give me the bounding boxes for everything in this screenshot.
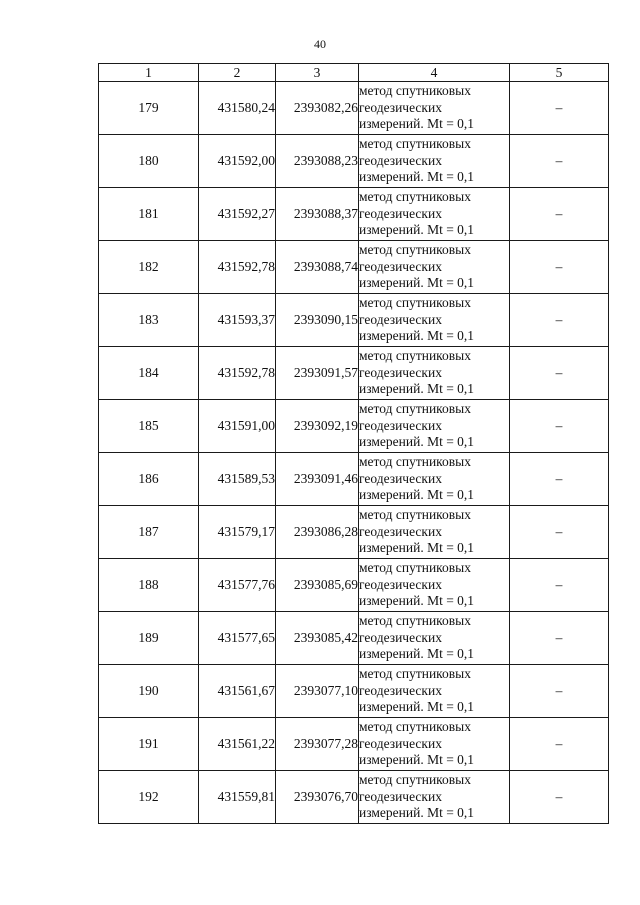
method-line: геодезических	[359, 576, 442, 592]
note-cell: –	[510, 400, 609, 453]
y-coordinate-cell: 2393077,10	[276, 665, 359, 718]
header-row	[99, 64, 609, 82]
note-cell: –	[510, 82, 609, 135]
x-coordinate-cell: 431559,81	[199, 771, 276, 824]
header-col-4: 4	[359, 64, 510, 82]
header-col-3: 3	[276, 64, 359, 82]
table-row	[99, 82, 609, 135]
note-cell: –	[510, 771, 609, 824]
y-coordinate-cell: 2393085,69	[276, 559, 359, 612]
x-coordinate-cell: 431577,76	[199, 559, 276, 612]
point-number-cell: 190	[99, 665, 199, 718]
page-number: 40	[314, 37, 326, 51]
point-number-cell: 187	[99, 506, 199, 559]
method-line: измерений. Mt = 0,1	[359, 805, 475, 821]
header-col-1: 1	[99, 64, 199, 82]
table-row	[99, 771, 609, 824]
note-cell: –	[510, 188, 609, 241]
note-cell: –	[510, 506, 609, 559]
point-number-cell: 185	[99, 400, 199, 453]
table-row	[99, 665, 609, 718]
y-coordinate-cell: 2393090,15	[276, 294, 359, 347]
y-coordinate-cell: 2393077,28	[276, 718, 359, 771]
x-coordinate-cell: 431592,00	[199, 135, 276, 188]
method-cell	[359, 612, 510, 665]
method-cell	[359, 400, 510, 453]
note-cell: –	[510, 347, 609, 400]
method-line: метод спутниковых	[359, 613, 471, 629]
method-line: измерений. Mt = 0,1	[359, 487, 475, 503]
point-number-cell: 183	[99, 294, 199, 347]
method-line: геодезических	[359, 735, 442, 751]
method-line: измерений. Mt = 0,1	[359, 116, 475, 132]
table-row	[99, 294, 609, 347]
point-number-cell: 189	[99, 612, 199, 665]
method-line: измерений. Mt = 0,1	[359, 328, 475, 344]
method-line: измерений. Mt = 0,1	[359, 699, 475, 715]
y-coordinate-cell: 2393092,19	[276, 400, 359, 453]
method-line: метод спутниковых	[359, 242, 471, 258]
point-number-cell: 192	[99, 771, 199, 824]
x-coordinate-cell: 431592,78	[199, 347, 276, 400]
method-cell	[359, 506, 510, 559]
note-cell: –	[510, 718, 609, 771]
table-row	[99, 241, 609, 294]
y-coordinate-cell: 2393076,70	[276, 771, 359, 824]
note-cell: –	[510, 612, 609, 665]
method-line: геодезических	[359, 682, 442, 698]
point-number-cell: 186	[99, 453, 199, 506]
table-row	[99, 718, 609, 771]
coordinates-table	[98, 63, 609, 824]
y-coordinate-cell: 2393088,74	[276, 241, 359, 294]
point-number-cell: 184	[99, 347, 199, 400]
y-coordinate-cell: 2393091,46	[276, 453, 359, 506]
method-line: измерений. Mt = 0,1	[359, 540, 475, 556]
method-line: геодезических	[359, 417, 442, 433]
x-coordinate-cell: 431592,78	[199, 241, 276, 294]
method-line: геодезических	[359, 152, 442, 168]
method-cell	[359, 82, 510, 135]
note-cell: –	[510, 559, 609, 612]
table-row	[99, 612, 609, 665]
y-coordinate-cell: 2393086,28	[276, 506, 359, 559]
method-line: геодезических	[359, 788, 442, 804]
x-coordinate-cell: 431589,53	[199, 453, 276, 506]
method-cell	[359, 241, 510, 294]
y-coordinate-cell: 2393085,42	[276, 612, 359, 665]
method-line: измерений. Mt = 0,1	[359, 646, 475, 662]
note-cell: –	[510, 665, 609, 718]
method-line: измерений. Mt = 0,1	[359, 222, 475, 238]
method-cell	[359, 771, 510, 824]
method-line: метод спутниковых	[359, 719, 471, 735]
x-coordinate-cell: 431580,24	[199, 82, 276, 135]
method-line: метод спутниковых	[359, 507, 471, 523]
header-col-2: 2	[199, 64, 276, 82]
table-header	[99, 64, 609, 82]
table-row	[99, 559, 609, 612]
method-line: метод спутниковых	[359, 189, 471, 205]
x-coordinate-cell: 431592,27	[199, 188, 276, 241]
point-number-cell: 191	[99, 718, 199, 771]
table-row	[99, 506, 609, 559]
method-line: геодезических	[359, 311, 442, 327]
x-coordinate-cell: 431561,22	[199, 718, 276, 771]
method-line: измерений. Mt = 0,1	[359, 169, 475, 185]
header-col-5: 5	[510, 64, 609, 82]
method-line: геодезических	[359, 629, 442, 645]
note-cell: –	[510, 453, 609, 506]
method-cell	[359, 665, 510, 718]
method-cell	[359, 559, 510, 612]
method-line: метод спутниковых	[359, 666, 471, 682]
table-row	[99, 453, 609, 506]
method-line: геодезических	[359, 205, 442, 221]
point-number-cell: 180	[99, 135, 199, 188]
method-line: геодезических	[359, 99, 442, 115]
table-row	[99, 400, 609, 453]
method-line: метод спутниковых	[359, 560, 471, 576]
x-coordinate-cell: 431577,65	[199, 612, 276, 665]
method-line: измерений. Mt = 0,1	[359, 752, 475, 768]
method-line: измерений. Mt = 0,1	[359, 434, 475, 450]
table-row	[99, 135, 609, 188]
method-line: геодезических	[359, 470, 442, 486]
x-coordinate-cell: 431579,17	[199, 506, 276, 559]
method-line: метод спутниковых	[359, 295, 471, 311]
method-line: метод спутниковых	[359, 772, 471, 788]
point-number-cell: 188	[99, 559, 199, 612]
method-cell	[359, 188, 510, 241]
method-line: геодезических	[359, 258, 442, 274]
method-line: геодезических	[359, 364, 442, 380]
table-body	[99, 82, 609, 824]
method-line: измерений. Mt = 0,1	[359, 275, 475, 291]
note-cell: –	[510, 241, 609, 294]
point-number-cell: 182	[99, 241, 199, 294]
x-coordinate-cell: 431591,00	[199, 400, 276, 453]
x-coordinate-cell: 431593,37	[199, 294, 276, 347]
note-cell: –	[510, 294, 609, 347]
point-number-cell: 179	[99, 82, 199, 135]
table-row	[99, 347, 609, 400]
x-coordinate-cell: 431561,67	[199, 665, 276, 718]
method-line: измерений. Mt = 0,1	[359, 593, 475, 609]
method-cell	[359, 135, 510, 188]
y-coordinate-cell: 2393091,57	[276, 347, 359, 400]
method-line: метод спутниковых	[359, 348, 471, 364]
table-row	[99, 188, 609, 241]
method-cell	[359, 347, 510, 400]
y-coordinate-cell: 2393088,37	[276, 188, 359, 241]
method-line: метод спутниковых	[359, 401, 471, 417]
method-line: метод спутниковых	[359, 454, 471, 470]
method-line: метод спутниковых	[359, 83, 471, 99]
method-line: измерений. Mt = 0,1	[359, 381, 475, 397]
note-cell: –	[510, 135, 609, 188]
method-cell	[359, 718, 510, 771]
y-coordinate-cell: 2393088,23	[276, 135, 359, 188]
method-line: метод спутниковых	[359, 136, 471, 152]
point-number-cell: 181	[99, 188, 199, 241]
method-cell	[359, 294, 510, 347]
method-cell	[359, 453, 510, 506]
method-line: геодезических	[359, 523, 442, 539]
y-coordinate-cell: 2393082,26	[276, 82, 359, 135]
